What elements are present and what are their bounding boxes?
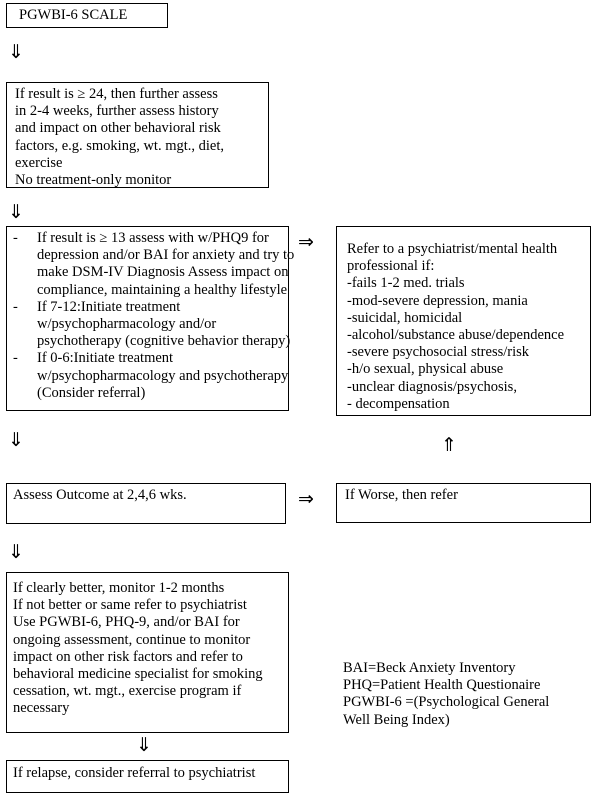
monitor-line: cessation, wt. mgt., exercise program if [13,683,242,700]
monitor-line: impact on other risk factors and refer to [13,648,243,665]
list-item-line: w/psychopharmacology and/or [37,316,217,333]
monitor-line: behavioral medicine specialist for smoking [13,666,263,683]
if-worse-text: If Worse, then refer [345,487,458,503]
monitor-line: If not better or same refer to psychiatrist [13,597,247,614]
assess-outcome-box [6,483,286,524]
legend-line: PGWBI-6 =(Psychological General [343,694,550,711]
result-24-line: and impact on other behavioral risk [15,120,221,137]
list-item-line: If 7-12:Initiate treatment [37,298,181,315]
result-24-box [6,82,269,188]
title-box [6,3,168,28]
down-arrow-3: ⇓ [8,429,24,451]
down-arrow-1: ⇓ [8,41,24,63]
referral-line: -unclear diagnosis/psychosis, [347,378,517,395]
right-arrow-2: ⇒ [298,488,314,510]
result-24-line: If result is ≥ 24, then further assess [15,86,218,102]
list-item [11,230,295,299]
list-item-line: w/psychopharmacology and psychotherapy [37,367,289,384]
result-13-box [6,226,295,411]
referral-line: -suicidal, homicidal [347,309,463,326]
down-arrow-4: ⇓ [8,541,24,563]
if-worse-box [336,483,591,523]
right-arrow-1: ⇒ [298,231,314,253]
list-item [11,298,291,351]
up-arrow: ⇑ [441,434,457,456]
result-13-list [11,230,295,402]
legend-line: Well Being Index) [343,711,450,728]
result-24-line: No treatment-only monitor [15,172,172,189]
relapse-box [6,760,289,793]
monitor-line: necessary [13,700,70,717]
list-item-line: psychotherapy (cognitive behavior therapy) [37,333,291,350]
referral-line: -mod-severe depression, mania [347,292,528,309]
list-item-line: depression and/or BAI for anxiety and try to [37,247,295,264]
result-24-line: in 2-4 weeks, further assess history [15,103,219,120]
referral-line: -alcohol/substance abuse/dependence [347,327,565,344]
down-arrow-2: ⇓ [8,201,24,223]
list-item-line: compliance, maintaining a healthy lifestyle [37,281,288,298]
legend-line: BAI=Beck Anxiety Inventory [343,660,516,676]
result-24-line: factors, e.g. smoking, wt. mgt., diet, [15,137,225,154]
down-arrow-5: ⇓ [136,734,152,756]
dash-bullet: - [13,298,18,315]
monitor-line: If clearly better, monitor 1-2 months [13,580,225,596]
dash-bullet: - [13,230,18,246]
referral-line: -h/o sexual, physical abuse [347,361,504,378]
referral-line: -fails 1-2 med. trials [347,275,465,292]
result-24-line: exercise [15,154,63,171]
referral-line: -severe psychosocial stress/risk [347,344,530,361]
monitor-line: Use PGWBI-6, PHQ-9, and/or BAI for [13,614,240,631]
list-item [11,350,289,402]
relapse-text: If relapse, consider referral to psychiatrist [13,765,256,781]
referral-line: professional if: [347,258,435,275]
list-item-line: If result is ≥ 13 assess with w/PHQ9 for [37,230,269,246]
list-item-line: If 0-6:Initiate treatment [37,350,174,367]
monitor-line: ongoing assessment, continue to monitor [13,631,251,648]
list-item-line: (Consider referral) [37,384,146,401]
dash-bullet: - [13,350,18,367]
referral-line: - decompensation [347,395,450,412]
referral-criteria-box [336,226,591,416]
monitor-box [6,572,289,733]
list-item-line: make DSM-IV Diagnosis Assess impact on [37,264,289,281]
abbreviation-legend [343,660,549,729]
diagram-title: PGWBI-6 SCALE [19,7,128,23]
referral-line: Refer to a psychiatrist/mental health [347,241,558,257]
legend-line: PHQ=Patient Health Questionaire [343,677,541,694]
assess-outcome-text: Assess Outcome at 2,4,6 wks. [13,487,187,503]
